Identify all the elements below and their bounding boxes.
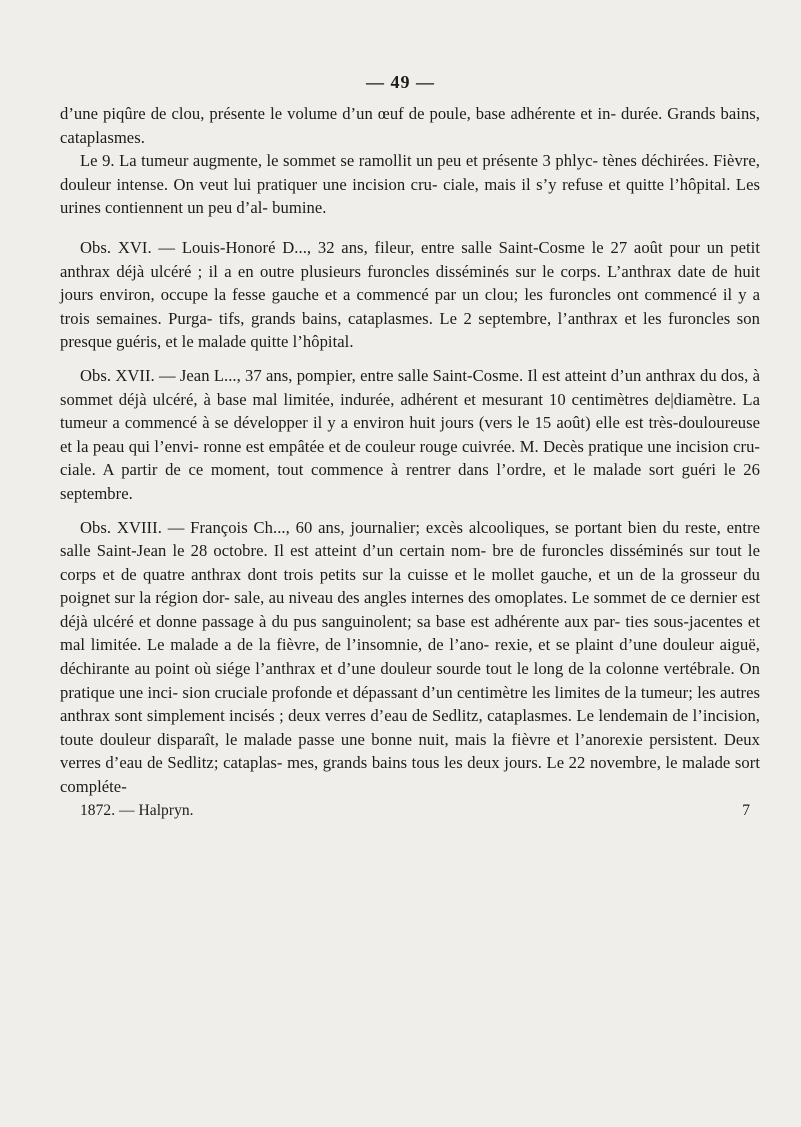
footer-signature: 1872. — Halpryn.: [80, 801, 194, 819]
footer-signature-mark: 7: [742, 801, 750, 819]
paragraph-continuation: d’une piqûre de clou, présente le volume d’un œuf de poule, base adhérente et in- durée. Grands bains, cataplasmes.: [60, 104, 760, 147]
page-body: [60, 76, 760, 822]
paragraph-day-9: Le 9. La tumeur augmente, le sommet se ramollit un peu et présente 3 phlyc- tènes déchirées. Fièvre, douleur intense. On veut lui pratiquer une incision cru- ciale, mais il s’y refuse et quitte l’hôpital. Les urines contiennent un peu d’al- bumine.: [60, 151, 760, 218]
page-footer: [60, 799, 760, 823]
paragraph-obs-xviii: Obs. XVIII. — François Ch..., 60 ans, journalier; excès alcooliques, se portant bien du reste, entre salle Saint-Jean le 28 octobre. Il est atteint d’un certain nom- bre de furoncles disséminés sur tout le corps et de quatre anthrax dont trois petits sur la cuisse et le mollet gauche, et un de la grosseur du poignet sur la région dor- sale, au niveau des angles internes des omoplates. Le sommet de ce dernier est déjà ulcéré et donne passage à du pus sanguinolent; sa base est adhérente aux par- ties sous-jacentes et mal limitée. Le malade a de la fièvre, de l’insomnie, de l’ano- rexie, et se plaint d’une douleur aiguë, déchirante au point où siége l’anthrax et d’une douleur sourde tout le long de la colonne vertébrale. On pratique une inci- sion cruciale profonde et dépassant d’un centimètre les limites de la tumeur; les autres anthrax sont simplement incisés ; deux verres d’eau de Sedlitz, cataplasmes. Le lendemain de l’incision, toute douleur disparaît, le malade passe une bonne nuit, mais la fièvre et l’anorexie persistent. Deux verres d’eau de Sedlitz; cataplas- mes, grands bains tous les deux jours. Le 22 novembre, le malade sort compléte-: [60, 517, 760, 797]
paragraph-obs-xvi: Obs. XVI. — Louis-Honoré D..., 32 ans, fileur, entre salle Saint-Cosme le 27 août pour un petit anthrax déjà ulcéré ; il a en outre plusieurs furoncles disséminés sur le corps. L’anthrax date de huit jours environ, occupe la fesse gauche et a commencé par un clou; les furoncles ont commencé il y a trois semaines. Purga- tifs, grands bains, cataplasmes. Le 2 septembre, l’anthrax et les furoncles son presque guéris, et le malade quitte l’hôpital.: [60, 237, 760, 352]
running-head: — 49 —: [366, 72, 435, 92]
paragraph-obs-xvii: Obs. XVII. — Jean L..., 37 ans, pompier, entre salle Saint-Cosme. Il est atteint d’un anthrax du dos, à sommet déjà ulcéré, à base mal limitée, indurée, adhérent et mesurant 10 centimètres de|diamètre. La tumeur a commencé à se développer il y a environ huit jours (vers le 15 août) elle est très-douloureuse et la peau qui l’envi- ronne est empâtée et de couleur rouge cuivrée. M. Decès pratique une incision cru- ciale. A partir de ce moment, tout commence à rentrer dans l’ordre, et le malade sort guéri le 26 septembre.: [60, 365, 760, 503]
